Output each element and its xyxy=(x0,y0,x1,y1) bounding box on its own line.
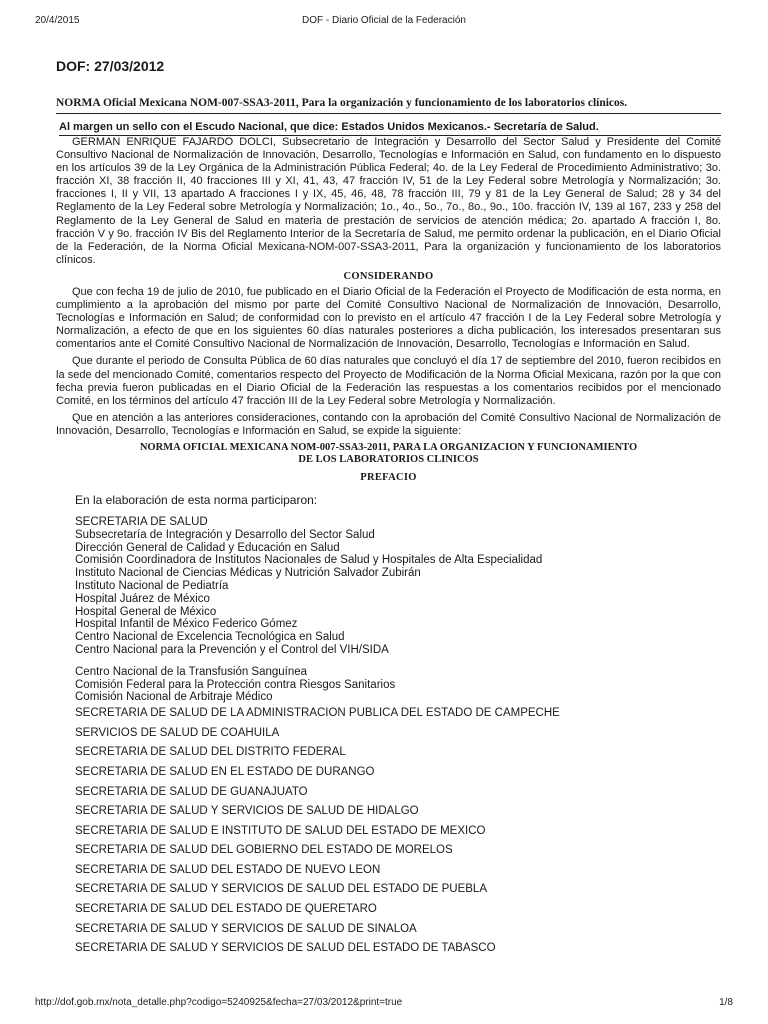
list-item: Instituto Nacional de Ciencias Médicas y Nutrición Salvador Zubirán xyxy=(75,567,421,580)
list-item: SECRETARIA DE SALUD E INSTITUTO DE SALUD DEL ESTADO DE MEXICO xyxy=(75,824,486,837)
print-page-title: DOF - Diario Oficial de la Federación xyxy=(302,15,466,26)
list-item: Hospital Infantil de México Federico Gómez xyxy=(75,618,298,631)
list-item: SECRETARIA DE SALUD DE LA ADMINISTRACION PUBLICA DEL ESTADO DE CAMPECHE xyxy=(75,707,560,720)
norma-heading-line-2: DE LOS LABORATORIOS CLINICOS xyxy=(298,453,479,465)
list-item: Centro Nacional para la Prevención y el Control del VIH/SIDA xyxy=(75,643,389,656)
document-body xyxy=(56,58,721,959)
list-item: Comisión Nacional de Arbitraje Médico xyxy=(75,691,273,704)
list-item: Hospital General de México xyxy=(75,605,217,618)
list-item: Centro Nacional de la Transfusión Sanguínea xyxy=(75,665,308,678)
list-item: Dirección General de Calidad y Educación en Salud xyxy=(75,541,340,554)
intro-paragraph: GERMAN ENRIQUE FAJARDO DOLCI, Subsecretario de Integración y Desarrollo del Sector Salud y Presidente del Comité Consultivo Nacional de Normalización de Innovación, Desarrollo, Tecnologías e Información en Salud, con fundamento en lo dispuesto en los artículos 39 de la Ley Orgánica de la Administración Pública Federal; 4o. de la Ley Federal de Procedimiento Administrativo; 3o. fracción XI, 38 fracción II, 40 fracciones III y XI, 41, 43, 47 fracción IV, 51 de la Ley Federal sobre Metrología y Normalización; 3o. fracciones I, II y VII, 13 apartado A fracciones I y IX, 45, 46, 48, 78 fracción III, 79 y 81 de la Ley General de Salud; 28 y 34 del Reglamento de la Ley Federal sobre Metrología y Normalización; 1o., 4o., 5o., 7o., 8o., 9o., 10o. fracción IV, 139 al 167, 233 y 258 del Reglamento de la Ley General de Salud en materia de prestación de servicios de atención médica; 2o. apartado A fracción I, 8o. fracción V y 9o. fracción IV Bis del Reglamento Interior de la Secretaría de Salud, me permito ordenar la publicación, en el Diario Oficial de la Federación, de la Norma Oficial Mexicana-NOM-007-SSA3-2011, Para la organización y funcionamiento de los laboratorios clínicos. xyxy=(56,136,721,266)
list-item: SECRETARIA DE SALUD DEL ESTADO DE QUERETARO xyxy=(75,903,377,916)
sello-line: Al margen un sello con el Escudo Nacional, que dice: Estados Unidos Mexicanos.- Secretaría de Salud. xyxy=(59,120,721,136)
print-footer xyxy=(35,997,733,1011)
list-item: SERVICIOS DE SALUD DE COAHUILA xyxy=(75,726,280,739)
print-url: http://dof.gob.mx/nota_detalle.php?codigo=5240925&fecha=27/03/2012&print=true xyxy=(35,997,403,1008)
list-item: Comisión Coordinadora de Institutos Nacionales de Salud y Hospitales de Alta Especialidad xyxy=(75,554,543,567)
list-item: SECRETARIA DE SALUD Y SERVICIOS DE SALUD DEL ESTADO DE TABASCO xyxy=(75,942,496,955)
list-item: SECRETARIA DE SALUD xyxy=(75,515,208,528)
considerando-heading: CONSIDERANDO xyxy=(343,270,434,282)
list-item: SECRETARIA DE SALUD DE GUANAJUATO xyxy=(75,785,308,798)
participants-group-1 xyxy=(75,516,721,657)
list-item: SECRETARIA DE SALUD Y SERVICIOS DE SALUD DE HIDALGO xyxy=(75,805,419,818)
list-item: Hospital Juárez de México xyxy=(75,592,210,605)
norma-heading xyxy=(56,442,721,466)
participants-group-2 xyxy=(75,666,721,704)
prefacio-heading: PREFACIO xyxy=(360,471,417,483)
dof-date: DOF: 27/03/2012 xyxy=(56,58,165,74)
list-item: SECRETARIA DE SALUD DEL GOBIERNO DEL ESTADO DE MORELOS xyxy=(75,844,453,857)
list-item: SECRETARIA DE SALUD Y SERVICIOS DE SALUD DEL ESTADO DE PUEBLA xyxy=(75,883,488,896)
participants-group-3 xyxy=(75,704,721,959)
list-item: SECRETARIA DE SALUD Y SERVICIOS DE SALUD DE SINALOA xyxy=(75,922,417,935)
list-item: Instituto Nacional de Pediatría xyxy=(75,579,229,592)
considerando-paragraph-1: Que con fecha 19 de julio de 2010, fue publicado en el Diario Oficial de la Federación el Proyecto de Modificación de esta norma, en cumplimiento a la aprobación del mismo por parte del Comité Consultivo Nacional de Normalización de Innovación, Desarrollo, Tecnologías e Información en Salud; de conformidad con lo previsto en el artículo 47 fracción I de la Ley Federal sobre Metrología y Normalización, a efecto de que en los siguientes 60 días naturales posteriores a dicha publicación, los interesados presentaran sus comentarios ante el Comité Consultivo Nacional de Normalización de Innovación, Desarrollo, Tecnologías e Información en Salud. xyxy=(56,285,721,351)
considerando-paragraph-2: Que durante el periodo de Consulta Pública de 60 días naturales que concluyó el día 17 de septiembre del 2010, fueron recibidos en la sede del mencionado Comité, comentarios respecto del Proyecto de Modificación de la Norma Oficial Mexicana, razón por la que con fecha previa fueron publicadas en el Diario Oficial de la Federación las respuestas a los comentarios recibidos por el mencionado Comité, en los términos del artículo 47 fracción III de la Ley Federal sobre Metrología y Normalización. xyxy=(56,355,721,407)
print-header xyxy=(35,15,733,29)
list-item: SECRETARIA DE SALUD EN EL ESTADO DE DURANGO xyxy=(75,765,375,778)
print-date: 20/4/2015 xyxy=(35,15,80,26)
participants-intro: En la elaboración de esta norma participaron: xyxy=(75,492,318,507)
list-item: SECRETARIA DE SALUD DEL ESTADO DE NUEVO LEON xyxy=(75,863,381,876)
norma-heading-line-1: NORMA OFICIAL MEXICANA NOM-007-SSA3-2011, PARA LA ORGANIZACION Y FUNCIONAMIENTO xyxy=(139,441,638,453)
list-item: Centro Nacional de Excelencia Tecnológica en Salud xyxy=(75,631,345,644)
list-item: SECRETARIA DE SALUD DEL DISTRITO FEDERAL xyxy=(75,746,346,759)
list-item: Comisión Federal para la Protección contra Riesgos Sanitarios xyxy=(75,678,396,691)
list-item: Subsecretaría de Integración y Desarrollo del Sector Salud xyxy=(75,528,375,541)
norma-title: NORMA Oficial Mexicana NOM-007-SSA3-2011, Para la organización y funcionamiento de los laboratorios clínicos. xyxy=(56,96,721,114)
page-number: 1/8 xyxy=(719,997,733,1008)
considerando-paragraph-3: Que en atención a las anteriores consideraciones, contando con la aprobación del Comité Consultivo Nacional de Normalización de Innovación, Desarrollo, Tecnologías e Información en Salud, se expide la siguiente: xyxy=(56,411,721,437)
